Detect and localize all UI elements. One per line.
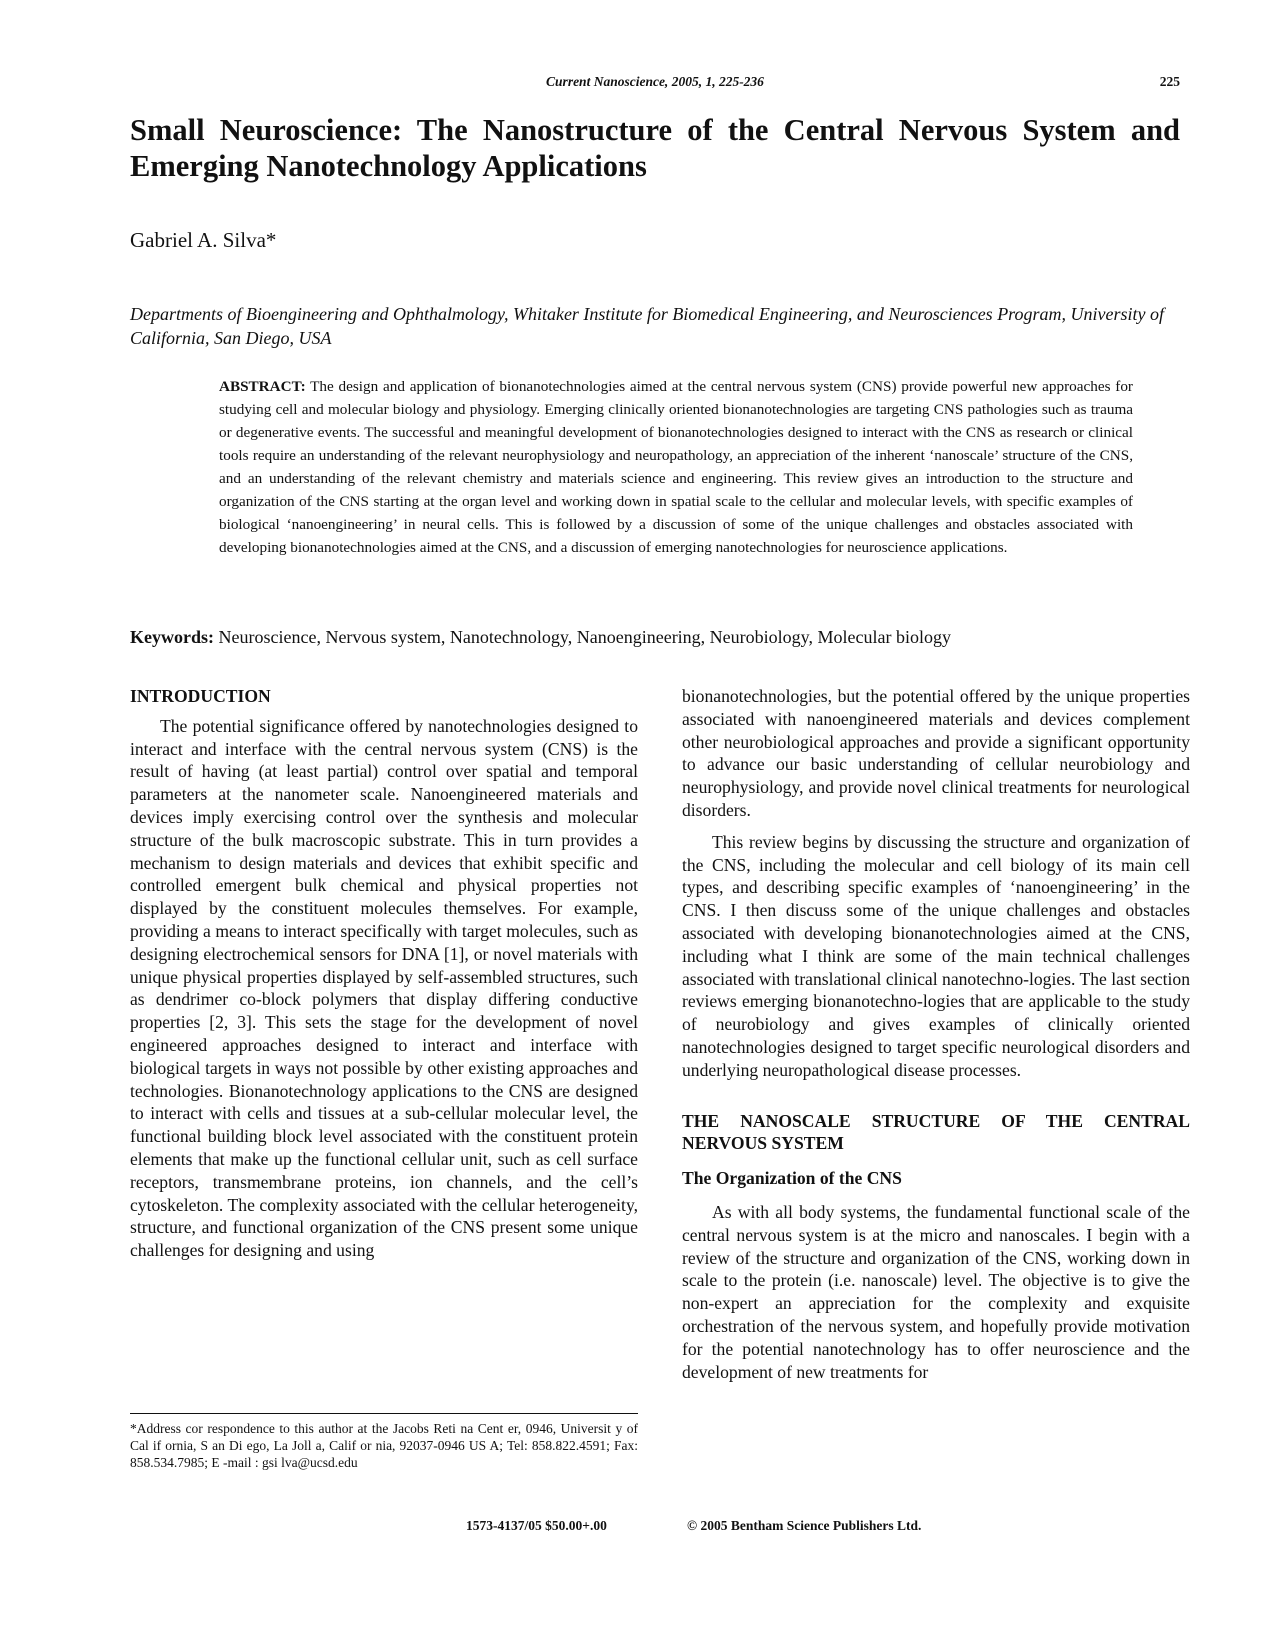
subsection-heading-organization: The Organization of the CNS bbox=[682, 1168, 902, 1189]
paper-title: Small Neuroscience: The Nanostructure of the Central Nervous System and Emerging Nanotechnology Applications bbox=[130, 113, 1180, 183]
left-column bbox=[130, 685, 638, 1262]
right-column bbox=[682, 685, 1190, 1383]
correspondence-footnote: *Address cor respondence to this author at the Jacobs Reti na Cent er, 0946, Universit y of Cal if ornia, S an Di ego, La Joll a, Calif or nia, 92037-0946 US A; Tel: 858.822.4591; Fax: 858.534.7985; E -mail : gsi lva@ucsd.edu bbox=[130, 1421, 638, 1470]
journal-citation bbox=[130, 74, 1180, 90]
footer-copyright: © 2005 Bentham Science Publishers Ltd. bbox=[687, 1518, 922, 1533]
journal-year: 2005, bbox=[671, 74, 703, 89]
abstract bbox=[219, 375, 1133, 559]
introduction-paragraph: The potential significance offered by nanotechnologies designed to interact and interface with the central nervous system (CNS) is the result of having (at least partial) control over spatial and temporal parameters at the nanometer scale. Nanoengineered materials and devices imply exercising control over the synthesis and molecular structure of the bulk macroscopic substrate. This in turn provides a mechanism to design materials and devices that exhibit specific and controlled emergent bulk chemical and physical properties not displayed by the constituent molecules themselves. For example, providing a means to interact specifically with target molecules, such as designing electrochemical sensors for DNA [1], or novel materials with unique physical properties displayed by self-assembled structures, such as dendrimer co-block polymers that display differing conductive properties [2, 3]. This sets the stage for the development of novel engineered approaches designed to interact and interface with biological targets in ways not possible by other existing approaches and technologies. Bionanotechnology applications to the CNS are designed to interact with cells and tissues at a sub-cellular molecular level, the functional building block level associated with the constituent protein elements that make up the functional cellular unit, such as cell surface receptors, transmembrane proteins, ion channels, and the cell’s cytoskeleton. The complexity associated with the cellular heterogeneity, structure, and functional organization of the CNS present some unique challenges for designing and using bbox=[130, 715, 638, 1261]
author-name: Gabriel A. Silva* bbox=[130, 228, 277, 252]
abstract-text: The design and application of bionanotechnologies aimed at the central nervous system (CNS) provide powerful new approaches for studying cell and molecular biology and physiology. Emerging clinically oriented bionanotechnologies are targeting CNS pathologies such as trauma or degenerative events. The successful and meaningful development of bionanotechnologies designed to interact with the CNS as research or clinical tools require an understanding of the relevant neurophysiology and neuropathology, an appreciation of the inherent ‘nanoscale’ structure of the CNS, and an understanding of the relevant chemistry and materials science and engineering. This review gives an introduction to the structure and organization of the CNS starting at the organ level and working down in spatial scale to the cellular and molecular levels, with specific examples of biological ‘nanoengineering’ in neural cells. This is followed by a discussion of some of the unique challenges and obstacles associated with developing bionanotechnologies aimed at the CNS, and a discussion of emerging nanotechnologies for neuroscience applications. bbox=[219, 378, 1133, 556]
footnote-divider bbox=[130, 1413, 638, 1414]
review-overview-paragraph: This review begins by discussing the structure and organization of the CNS, including the molecular and cell biology of its main cell types, and describing specific examples of ‘nanoengineering’ in the CNS. I then discuss some of the unique challenges and obstacles associated with developing bionanotechnologies aimed at the CNS, including what I think are some of the main technical challenges associated with translational clinical nanotechno-logies. The last section reviews emerging bionanotechno-logies that are applicable to the study of neurobiology and gives examples of clinically oriented nanotechnologies designed to target specific neurological disorders and underlying neuropathological disease processes. bbox=[682, 831, 1190, 1080]
journal-volume: 1, bbox=[705, 74, 716, 89]
running-head bbox=[130, 74, 1180, 96]
keywords-text: Neuroscience, Nervous system, Nanotechnology, Nanoengineering, Neurobiology, Molecular biology bbox=[218, 627, 951, 647]
introduction-continued-paragraph: bionanotechnologies, but the potential offered by the unique properties associated with nanoengineered materials and devices complement other neurobiological approaches and provide a significant opportunity to advance our basic understanding of cellular neurobiology and neurophysiology, and provide novel clinical treatments for neurological disorders. bbox=[682, 686, 1190, 820]
organization-paragraph: As with all body systems, the fundamental functional scale of the central nervous system is at the micro and nanoscales. I begin with a review of the structure and organization of the CNS, working down in scale to the protein (i.e. nanoscale) level. The objective is to give the non-expert an appreciation for the complexity and exquisite orchestration of the nervous system, and hopefully provide motivation for the potential nanotechnology has to offer neuroscience and the development of new treatments for bbox=[682, 1201, 1190, 1382]
footer-issn: 1573-4137/05 $50.00+.00 bbox=[466, 1518, 607, 1533]
section-heading-introduction: INTRODUCTION bbox=[130, 686, 271, 706]
keywords bbox=[130, 627, 1180, 648]
section-heading-nanoscale-structure: THE NANOSCALE STRUCTURE OF THE CENTRAL NERVOUS SYSTEM bbox=[682, 1110, 1190, 1154]
page-number: 225 bbox=[1159, 74, 1180, 89]
journal-name: Current Nanoscience, bbox=[546, 74, 669, 89]
journal-pages: 225-236 bbox=[718, 74, 764, 89]
author-affiliation: Departments of Bioengineering and Ophthalmology, Whitaker Institute for Biomedical Engineering, and Neurosciences Program, University of California, San Diego, USA bbox=[130, 304, 1165, 348]
keywords-label: Keywords: bbox=[130, 627, 214, 647]
abstract-label: ABSTRACT: bbox=[219, 378, 306, 395]
